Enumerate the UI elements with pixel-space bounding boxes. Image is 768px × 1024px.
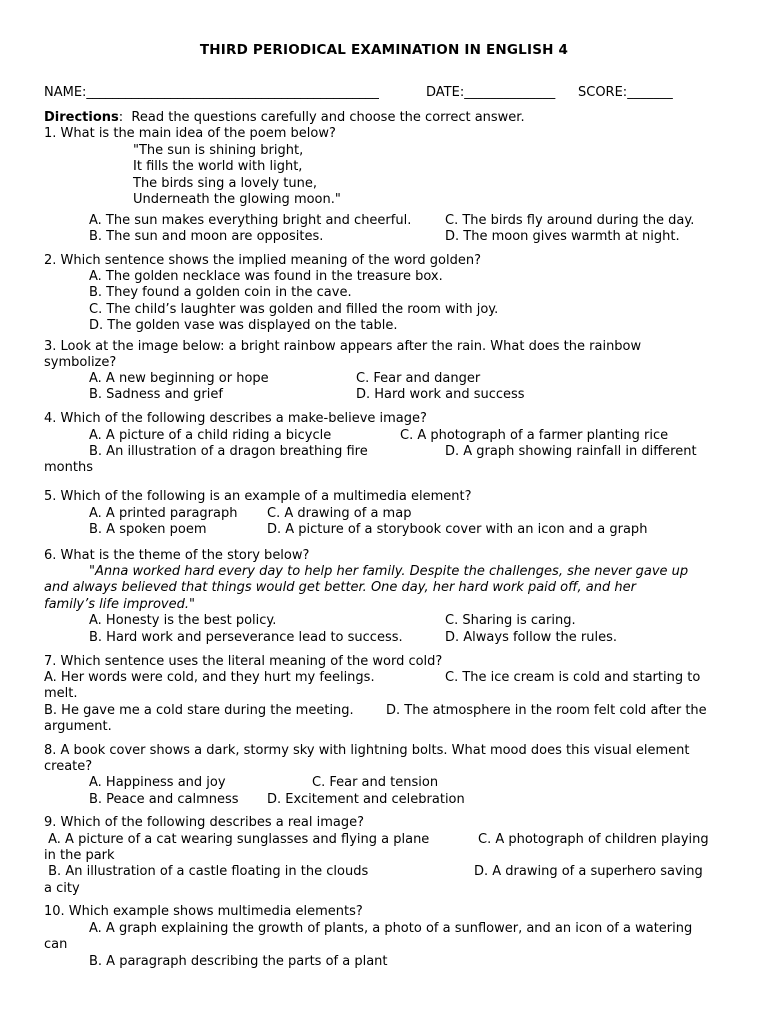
q6-option-a: A. Honesty is the best policy. — [89, 613, 277, 628]
q1-option-a: A. The sun makes everything bright and cheerful. — [89, 213, 412, 228]
q6-option-b: B. Hard work and perseverance lead to success. — [89, 630, 403, 645]
q7-option-c-cont: melt. — [44, 686, 78, 701]
question-4-stem: 4. Which of the following describes a make-believe image? — [44, 411, 427, 426]
q5-option-c: C. A drawing of a map — [267, 506, 412, 521]
poem-line: "The sun is shining bright, — [133, 143, 304, 158]
q6-option-c: C. Sharing is caring. — [445, 613, 576, 628]
q6-option-d: D. Always follow the rules. — [445, 630, 618, 645]
q2-option-a: A. The golden necklace was found in the treasure box. — [89, 269, 443, 284]
q2-option-b: B. They found a golden coin in the cave. — [89, 285, 352, 300]
poem-line: The birds sing a lovely tune, — [133, 176, 317, 191]
q9-option-d: D. A drawing of a superhero saving — [474, 864, 703, 879]
directions-text: : Read the questions carefully and choose the correct answer. — [118, 110, 525, 125]
q7-option-d: D. The atmosphere in the room felt cold after the — [386, 703, 707, 718]
directions-label: Directions — [44, 110, 119, 125]
q10-option-a-cont: can — [44, 937, 68, 952]
story-line: and always believed that things would get better. One day, her hard work paid off, and her — [44, 580, 636, 595]
q3-option-c: C. Fear and danger — [356, 371, 481, 386]
question-7-stem: 7. Which sentence uses the literal meaning of the word cold? — [44, 654, 443, 669]
story-line: "Anna worked hard every day to help her family. Despite the challenges, she never gave up — [89, 564, 689, 579]
q4-option-b: B. An illustration of a dragon breathing fire — [89, 444, 368, 459]
q3-option-a: A. A new beginning or hope — [89, 371, 269, 386]
q4-option-c: C. A photograph of a farmer planting rice — [400, 428, 669, 443]
poem-line: Underneath the glowing moon." — [133, 192, 341, 207]
q7-option-a: A. Her words were cold, and they hurt my feelings. — [44, 670, 375, 685]
q5-option-a: A. A printed paragraph — [89, 506, 238, 521]
question-9-stem: 9. Which of the following describes a real image? — [44, 815, 365, 830]
q7-option-d-cont: argument. — [44, 719, 112, 734]
q8-option-d: D. Excitement and celebration — [267, 792, 465, 807]
q7-option-c: C. The ice cream is cold and starting to — [445, 670, 701, 685]
q3-option-b: B. Sadness and grief — [89, 387, 223, 402]
question-3-stem-cont: symbolize? — [44, 355, 117, 370]
q10-option-b: B. A paragraph describing the parts of a plant — [89, 954, 388, 969]
q7-option-b: B. He gave me a cold stare during the meeting. — [44, 703, 354, 718]
q9-option-c-cont: in the park — [44, 848, 115, 863]
question-2-stem: 2. Which sentence shows the implied meaning of the word golden? — [44, 253, 482, 268]
q1-option-c: C. The birds fly around during the day. — [445, 213, 695, 228]
q9-option-b: B. An illustration of a castle floating in the clouds — [44, 864, 369, 879]
q5-option-b: B. A spoken poem — [89, 522, 207, 537]
date-field: DATE:______________ — [426, 85, 556, 100]
question-3-stem: 3. Look at the image below: a bright rainbow appears after the rain. What does the rainbow — [44, 339, 642, 354]
question-6-stem: 6. What is the theme of the story below? — [44, 548, 310, 563]
name-field: NAME:_____________________________________________ — [44, 85, 379, 100]
q1-option-d: D. The moon gives warmth at night. — [445, 229, 680, 244]
q9-option-a: A. A picture of a cat wearing sunglasses and flying a plane — [44, 832, 430, 847]
q2-option-d: D. The golden vase was displayed on the table. — [89, 318, 398, 333]
q5-option-d: D. A picture of a storybook cover with an icon and a graph — [267, 522, 648, 537]
exam-title: THIRD PERIODICAL EXAMINATION IN ENGLISH 4 — [199, 42, 569, 58]
q2-option-c: C. The child’s laughter was golden and filled the room with joy. — [89, 302, 499, 317]
question-1-stem: 1. What is the main idea of the poem below? — [44, 126, 336, 141]
question-8-stem-cont: create? — [44, 759, 93, 774]
q8-option-a: A. Happiness and joy — [89, 775, 226, 790]
q9-option-d-cont: a city — [44, 881, 80, 896]
q3-option-d: D. Hard work and success — [356, 387, 525, 402]
q10-option-a: A. A graph explaining the growth of plants, a photo of a sunflower, and an icon of a watering — [89, 921, 693, 936]
poem-line: It fills the world with light, — [133, 159, 303, 174]
q8-option-c: C. Fear and tension — [312, 775, 439, 790]
q8-option-b: B. Peace and calmness — [89, 792, 239, 807]
story-line: family’s life improved." — [44, 597, 195, 612]
question-10-stem: 10. Which example shows multimedia elements? — [44, 904, 363, 919]
q4-option-d-cont: months — [44, 460, 93, 475]
q1-option-b: B. The sun and moon are opposites. — [89, 229, 324, 244]
question-8-stem: 8. A book cover shows a dark, stormy sky with lightning bolts. What mood does this visual element — [44, 743, 690, 758]
q4-option-d: D. A graph showing rainfall in different — [445, 444, 697, 459]
q9-option-c: C. A photograph of children playing — [478, 832, 709, 847]
score-field: SCORE:_______ — [578, 85, 673, 100]
q4-option-a: A. A picture of a child riding a bicycle — [89, 428, 332, 443]
directions — [44, 110, 525, 126]
question-5-stem: 5. Which of the following is an example of a multimedia element? — [44, 489, 472, 504]
